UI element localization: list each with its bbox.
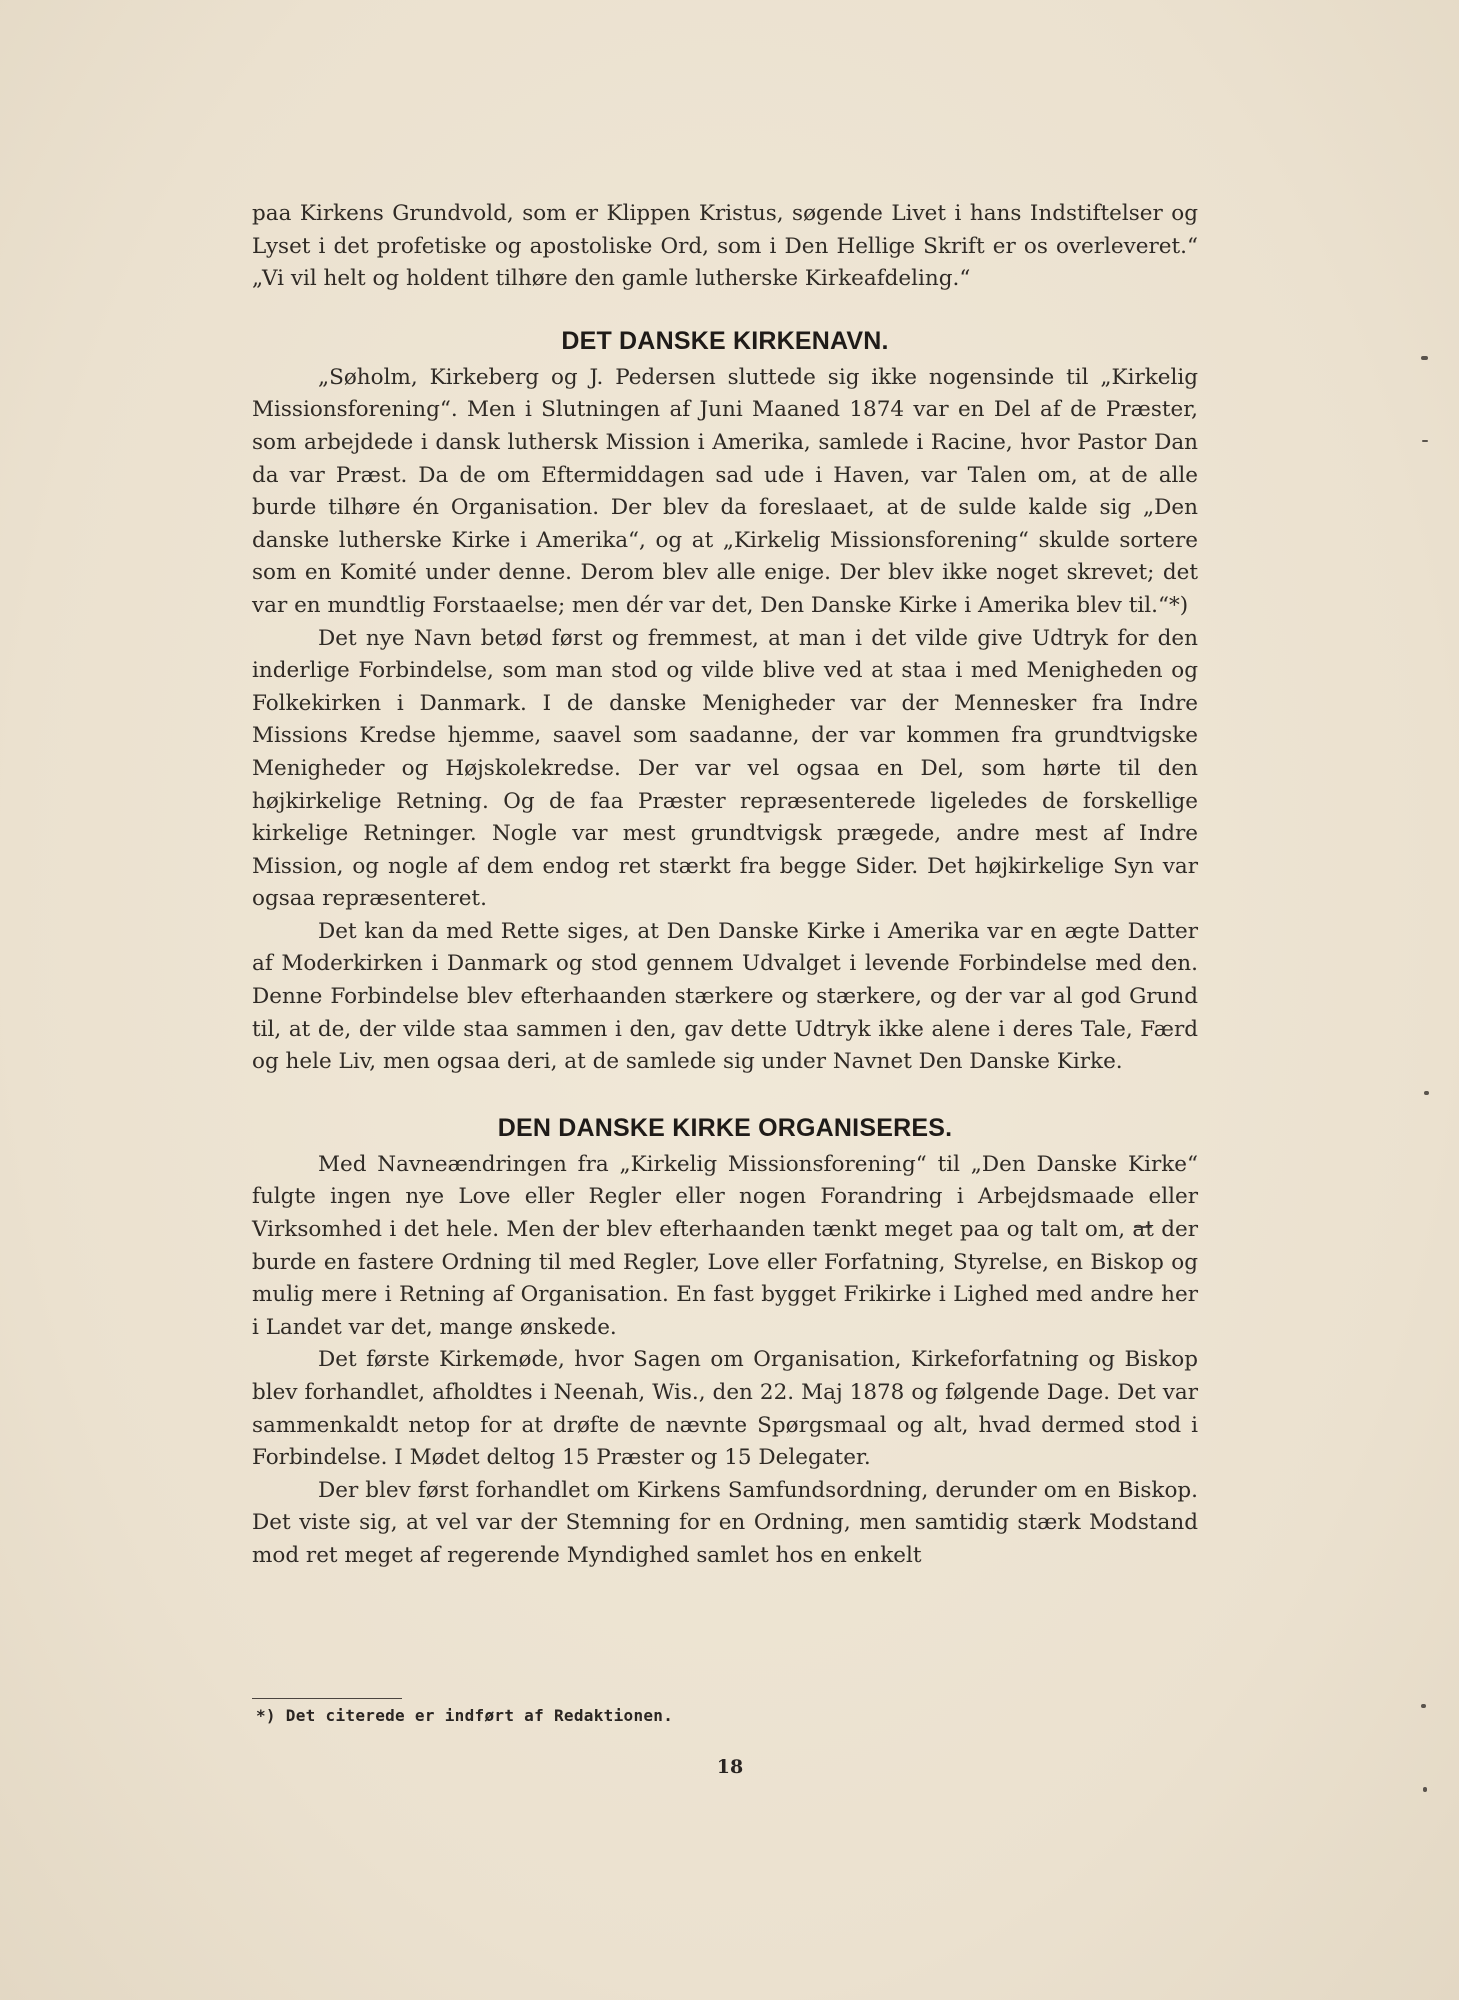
section-heading-organiseres: DEN DANSKE KIRKE ORGANISERES.: [497, 1113, 953, 1142]
margin-speck: [1422, 440, 1428, 442]
section-heading-kirkenavn: DET DANSKE KIRKENAVN.: [561, 326, 889, 355]
margin-speck: [1424, 1091, 1429, 1095]
paragraph: Det nye Navn betød først og fremmest, at man i det vilde give Udtryk for den inderlige Forbindelse, som man stod og vilde blive ved at staa i med Menigheden og Folkekirken i Danmark. I de danske Menigheder var der Mennesker fra Indre Missions Kredse hjemme, saavel som saadanne, der var kommen fra grundtvigske Menigheder og Højskolekredse. Der var vel ogsaa en Del, som hørte til den højkirkelige Retning. Og de faa Præster repræsenterede ligeledes de forskellige kirkelige Retninger. Nogle var mest grundtvigsk prægede, andre mest af Indre Mission, og nogle af dem endog ret stærkt fra begge Sider. Det højkirkelige Syn var ogsaa repræsenteret.: [252, 625, 1198, 912]
body-text: [252, 198, 1198, 1573]
paragraph: „Søholm, Kirkeberg og J. Pedersen sluttede sig ikke nogensinde til „Kirkelig Missionsforening“. Men i Slutningen af Juni Maaned 1874 var en Del af de Præster, som arbejdede i dansk luthersk Mission i Amerika, samlede i Racine, hvor Pastor Dan da var Præst. Da de om Eftermiddagen sad ude i Haven, var Talen om, at de alle burde tilhøre én Organisation. Der blev da foreslaaet, at de sulde kalde sig „Den danske lutherske Kirke i Amerika“, og at „Kirkelig Missionsforening“ skulde sortere som en Komité under denne. Derom blev alle enige. Der blev ikke noget skrevet; det var en mundtlig Forstaaelse; men dér var det, Den Danske Kirke i Amerika blev til.“*): [252, 364, 1198, 618]
paragraph: Det første Kirkemøde, hvor Sagen om Organisation, Kirkeforfatning og Biskop blev forhandlet, afholdtes i Neenah, Wis., den 22. Maj 1878 og følgende Dage. Det var sammenkaldt netop for at drøfte de nævnte Spørgsmaal og alt, hvad dermed stod i Forbindelse. I Mødet deltog 15 Præster og 15 Delegater.: [252, 1347, 1198, 1471]
paragraph: Det kan da med Rette siges, at Den Danske Kirke i Amerika var en ægte Datter af Moderkirken i Danmark og stod gennem Udvalget i levende Forbindelse med den. Denne Forbindelse blev efterhaanden stærkere og stærkere, og der var al god Grund til, at de, der vilde staa sammen i den, gav dette Udtryk ikke alene i deres Tale, Færd og hele Liv, men ogsaa deri, at de samlede sig under Navnet Den Danske Kirke.: [252, 918, 1198, 1075]
intro-paragraph: paa Kirkens Grundvold, som er Klippen Kristus, søgende Livet i hans Indstiftelser og Lyset i det profetiske og apostoliske Ord, som i Den Hellige Skrift er os overleveret.“ „Vi vil helt og holdent tilhøre den gamle lutherske Kirkeafdeling.“: [252, 201, 1198, 292]
footnote-divider: [252, 1698, 402, 1699]
margin-speck: [1421, 1704, 1426, 1708]
paragraph: Med Navneændringen fra „Kirkelig Missionsforening“ til „Den Danske Kirke“ fulgte ingen nye Love eller Regler eller nogen Forandring i Arbejdsmaade eller Virksomhed i det hele. Men der blev efterhaanden tænkt meget paa og talt om, at der burde en fastere Ordning til med Regler, Love eller Forfatning, Styrelse, en Biskop og mulig mere i Retning af Organisation. En fast bygget Frikirke i Lighed med andre her i Landet var det, mange ønskede.: [252, 1151, 1198, 1340]
margin-speck: [1423, 1787, 1427, 1792]
footnote: *) Det citerede er indført af Redaktionen.: [256, 1706, 674, 1725]
paragraph: Der blev først forhandlet om Kirkens Samfundsordning, derunder om en Biskop. Det viste sig, at vel var der Stemning for en Ordning, men samtidig stærk Modstand mod ret meget af regerende Myndighed samlet hos en enkelt: [252, 1477, 1198, 1568]
margin-speck: [1421, 356, 1428, 360]
page-number: 18: [716, 1756, 744, 1778]
